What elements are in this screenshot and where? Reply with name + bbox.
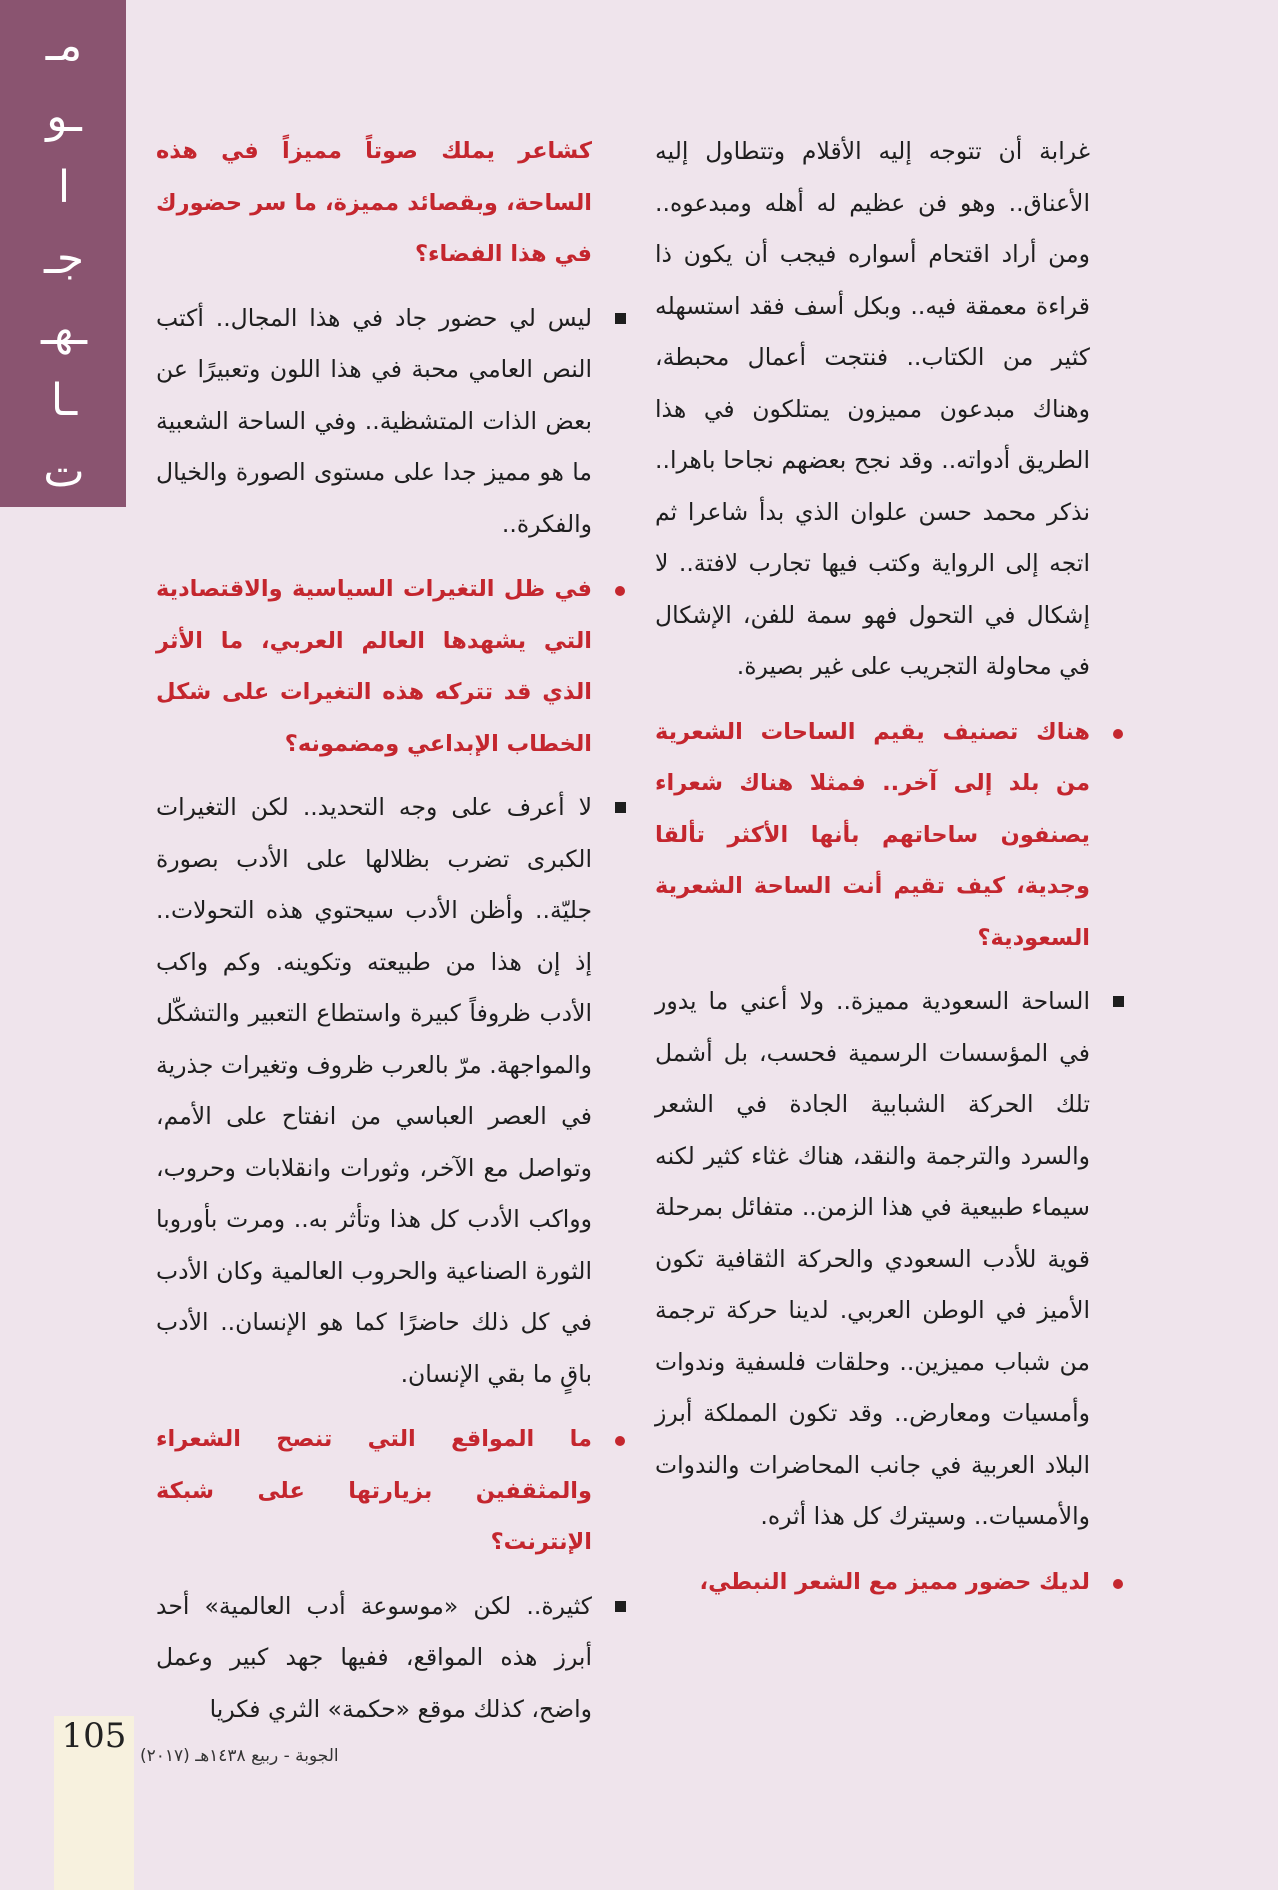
page-edge [1278, 0, 1284, 1890]
interview-answer [156, 293, 592, 551]
answer-text: لا أعرف على وجه التحديد.. لكن التغيرات الكبرى تضرب بظلالها على الأدب بصورة جليّة.. وأظن الأدب سيحتوي هذه التحولات.. إذ إن هذا من طبيعته وتكوينه. وكم واكب الأدب ظروفاً كبيرة واستطاع التعبير والتشكّل والمواجهة. مرّ بالعرب ظروف وتغيرات جذرية في العصر العباسي من انفتاح على الأمم، وتواصل مع الآخر، وثورات وانقلابات وحروب، وواكب الأدب كل هذا وتأثر به.. ومرت بأوروبا الثورة الصناعية والحروب العالمية وكان الأدب في كل ذلك حاضرًا كما هو الإنسان.. الأدب باقٍ ما بقي الإنسان. [156, 793, 592, 1388]
section-label-char: جـ [43, 233, 85, 284]
section-label-char: ـهـ [40, 304, 88, 355]
section-label-char: ا [57, 162, 71, 213]
section-label-char: مـ [45, 20, 83, 71]
section-label-char: ت [43, 446, 85, 497]
question-text: لديك حضور مميز مع الشعر النبطي، [699, 1568, 1090, 1595]
answer-text: ليس لي حضور جاد في هذا المجال.. أكتب النص العامي محبة في هذا اللون وتعبيرًا عن بعض الذات المتشظية.. وفي الساحة الشعبية ما هو مميز جدا على مستوى الصورة والخيال والفكرة.. [156, 303, 592, 538]
interview-question [655, 1557, 1090, 1609]
question-text: هناك تصنيف يقيم الساحات الشعرية من بلد إلى آخر.. فمثلا هناك شعراء يصنفون ساحاتهم بأنها الأكثر تألقا وجدية، كيف تقيم أنت الساحة الشعرية السعودية؟ [655, 718, 1090, 951]
bullet-dot-icon [1113, 729, 1123, 739]
section-label [38, 20, 90, 497]
interview-question [156, 1414, 592, 1569]
interview-answer [156, 1581, 592, 1736]
text-column-right [655, 126, 1090, 1620]
bullet-dot-icon [1113, 1579, 1123, 1589]
bullet-dot-icon [615, 1436, 625, 1446]
body-paragraph: غرابة أن تتوجه إليه الأقلام وتتطاول إليه الأعناق.. وهو فن عظيم له أهله ومبدعوه.. ومن أراد اقتحام أسواره فيجب أن يكون ذا قراءة معمقة فيه.. وبكل أسف فقد استسهله كثير من الكتاب.. فنتجت أعمال محبطة، وهناك مبدعون مميزون يمتلكون في هذا الطريق أدواته.. وقد نجح بعضهم نجاحا باهرا.. نذكر محمد حسن علوان الذي بدأ شاعرا ثم اتجه إلى الرواية وكتب فيها تجارب لافتة.. لا إشكال في التحول فهو سمة للفن، الإشكال في محاولة التجريب على غير بصيرة. [655, 137, 1090, 680]
interview-answer [655, 976, 1090, 1543]
answer-text: الساحة السعودية مميزة.. ولا أعني ما يدور في المؤسسات الرسمية فحسب، بل أشمل تلك الحركة الشبابية الجادة في الشعر والسرد والترجمة والنقد، هناك غثاء كثير لكنه سيماء طبيعية في هذا الزمن.. متفائل بمرحلة قوية للأدب السعودي والحركة الثقافية تكون الأميز في الوطن العربي. لدينا حركة ترجمة من شباب مميزين.. وحلقات فلسفية وندوات وأمسيات ومعارض.. وقد تكون المملكة أبرز البلاد العربية في جانب المحاضرات والندوات والأمسيات.. وسيترك كل هذا أثره. [655, 987, 1090, 1530]
page-number: 105 [61, 1716, 127, 1756]
section-tab [0, 0, 126, 507]
bullet-square-icon [1113, 996, 1124, 1007]
answer-text: كثيرة.. لكن «موسوعة أدب العالمية» أحد أبرز هذه المواقع، ففيها جهد كبير وعمل واضح، كذلك موقع «حكمة» الثري فكريا [156, 1591, 592, 1723]
interview-question [655, 707, 1090, 965]
text-column-left [156, 126, 592, 1749]
question-text: في ظل التغيرات السياسية والاقتصادية التي يشهدها العالم العربي، ما الأثر الذي قد تتركه هذه التغيرات على شكل الخطاب الإبداعي ومضمونه؟ [156, 576, 592, 757]
section-label-char: ـو [46, 91, 82, 142]
bullet-square-icon [615, 313, 626, 324]
interview-question [156, 564, 592, 770]
bullet-square-icon [615, 802, 626, 813]
question-text: ما المواقع التي تنصح الشعراء والمثقفين بزيارتها على شبكة الإنترنت؟ [156, 1426, 592, 1555]
interview-question-continued: كشاعر يملك صوتاً مميزاً في هذه الساحة، وبقصائد مميزة، ما سر حضورك في هذا الفضاء؟ [156, 138, 592, 267]
interview-answer [156, 782, 592, 1400]
section-label-char: ـا [50, 375, 78, 426]
bullet-dot-icon [615, 586, 625, 596]
issue-footer: الجوبة - ربيع ١٤٣٨هـ (٢٠١٧) [140, 1746, 339, 1766]
bullet-square-icon [615, 1601, 626, 1612]
